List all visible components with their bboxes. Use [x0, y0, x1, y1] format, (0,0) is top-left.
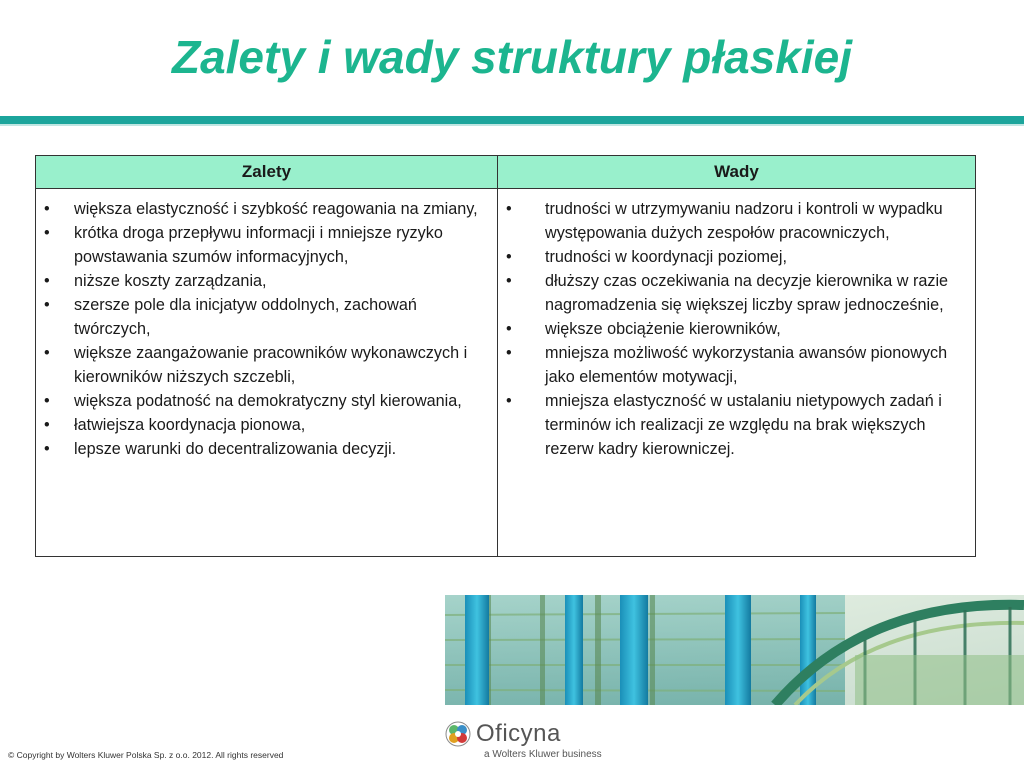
cons-list — [504, 197, 969, 461]
logo-tagline: a Wolters Kluwer business — [484, 749, 602, 760]
pros-item: • łatwiejsza koordynacja pionowa, — [42, 413, 491, 437]
title-divider-shadow — [0, 124, 1024, 126]
glass-building-photo — [445, 595, 1024, 705]
pros-item: • większe zaangażowanie pracowników wykonawczych i kierowników niższych szczebli, — [42, 341, 491, 389]
cons-item: • mniejsza możliwość wykorzystania awansów pionowych jako elementów motywacji, — [504, 341, 969, 389]
cons-item: • mniejsza elastyczność w ustalaniu nietypowych zadań i terminów ich realizacji ze względu na brak większych rezerw kadry kierowniczej. — [504, 389, 969, 461]
copyright-notice: © Copyright by Wolters Kluwer Polska Sp. z o.o. 2012. All rights reserved — [8, 750, 284, 760]
cons-item: • dłuższy czas oczekiwania na decyzje kierownika w razie nagromadzenia się większej liczby spraw jednocześnie, — [504, 269, 969, 317]
oficyna-logo — [444, 718, 644, 762]
pros-list — [42, 197, 491, 461]
cons-header: Wady — [498, 156, 976, 189]
pros-cell — [36, 189, 498, 557]
pros-item: • lepsze warunki do decentralizowania decyzji. — [42, 437, 491, 461]
pros-item: • krótka droga przepływu informacji i mniejsze ryzyko powstawania szumów informacyjnych, — [42, 221, 491, 269]
pros-cons-table — [35, 155, 976, 557]
wolters-kluwer-logo-icon — [444, 720, 472, 748]
cons-cell — [498, 189, 976, 557]
pros-item: • niższe koszty zarządzania, — [42, 269, 491, 293]
pros-item: • większa podatność na demokratyczny styl kierowania, — [42, 389, 491, 413]
cons-item: • trudności w utrzymywaniu nadzoru i kontroli w wypadku występowania dużych zespołów pracowniczych, — [504, 197, 969, 245]
pros-item: • większa elastyczność i szybkość reagowania na zmiany, — [42, 197, 491, 221]
cons-item: • większe obciążenie kierowników, — [504, 317, 969, 341]
title-divider — [0, 116, 1024, 124]
slide-title: Zalety i wady struktury płaskiej — [171, 31, 853, 83]
logo-name: Oficyna — [476, 720, 561, 747]
pros-item: • szersze pole dla inicjatyw oddolnych, zachowań twórczych, — [42, 293, 491, 341]
pros-header: Zalety — [36, 156, 498, 189]
cons-item: • trudności w koordynacji poziomej, — [504, 245, 969, 269]
